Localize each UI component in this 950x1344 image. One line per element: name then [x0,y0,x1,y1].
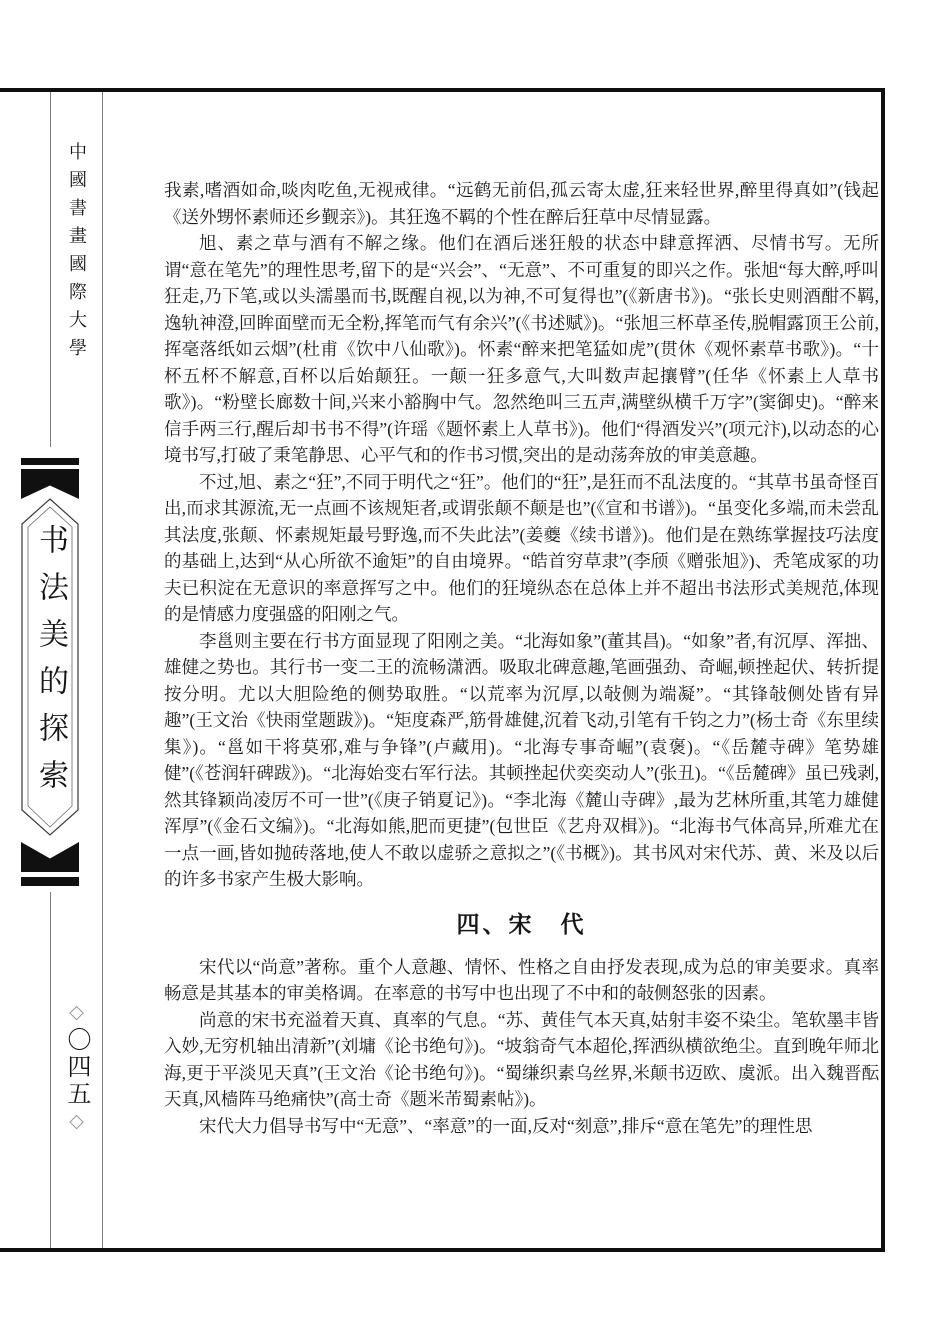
body-paragraph: 宋代以“尚意”著称。重个人意趣、情怀、性格之自由抒发表现,成为总的审美要求。真率畅意是其基本的审美格调。在率意的书写中也出现了不中和的敧侧怒张的因素。 [164,956,879,1003]
frame-top-line [0,88,885,92]
body-paragraph: 宋代大力倡导书写中“无意”、“率意”的一面,反对“刻意”,排斥“意在笔先”的理性思 [199,1115,813,1136]
body-paragraph: 不过,旭、素之“狂”,不同于明代之“狂”。他们的“狂”,是狂而不乱法度的。“其草书虽奇怪百出,而求其源流,无一点画不该规矩者,或谓张颠不颠是也”(《宣和书谱》)。“虽变化多端,而未尝乱其法度,张颠、怀素规矩最号野逸,而不失此法”(姜夔《续书谱》)。他们是在熟练掌握技巧法度的基础上,达到“从心所欲不逾矩”的自由境界。“皓首穷草隶”(李颀《赠张旭》)、秃笔成冢的功夫已积淀在无意识的率意挥写之中。他们的狂境纵态在总体上并不超出书法形式美规范,体现的是情感力度强盛的阳刚之气。 [164,471,879,624]
main-text-column [164,177,879,1139]
section-heading: 四、宋 代 [456,911,587,937]
diamond-icon: ◇ [69,1002,84,1023]
frame-right-line [881,88,885,1252]
folio [50,1002,103,1133]
ornament-top-pennant [21,469,79,499]
body-paragraph: 旭、素之草与酒有不解之缘。他们在酒后迷狂般的状态中肆意挥洒、尽情书写。无所谓“意在笔先”的理性思考,留下的是“兴会”、“无意”、不可重复的即兴之作。张旭“每大醉,呼叫狂走,乃下笔,或以头濡墨而书,既醒自视,以为神,不可复得也”(《新唐书》)。“张长史则酒酣不羁,逸轨神澄,回眸面壁而无全粉,挥笔而气有余兴”(《书述赋》)。“张旭三杯草圣传,脱帽露顶王公前,挥毫落纸如云烟”(杜甫《饮中八仙歌》)。怀素“醉来把笔猛如虎”(贯休《观怀素草书歌》)。“十杯五杯不解意,百杯以后始颠狂。一颠一狂多意气,大叫数声起攘臂”(任华《怀素上人草书歌》)。“粉壁长廊数十间,兴来小豁胸中气。忽然绝叫三五声,满壁纵横千万字”(窦御史)。“醉来信手两三行,醒后却书书不得”(许瑶《题怀素上人草书》)。他们“得酒发兴”(项元汴),以动态的心境书写,打破了秉笔静思、心平气和的作书习惯,突出的是动荡奔放的审美意趣。 [164,233,879,465]
sidebar-rule-left-upper [50,92,51,447]
body-paragraph: 我素,嗜酒如命,啖肉吃鱼,无视戒律。“远鹤无前侣,孤云寄太虚,狂来轻世界,醉里得真如”(钱起《送外甥怀素师还乡觐亲》)。其狂逸不羁的个性在醉后狂草中尽情显露。 [164,180,879,227]
body-paragraph: 李邕则主要在行书方面显现了阳刚之美。“北海如象”(董其昌)。“如象”者,有沉厚、浑拙、雄健之势也。其行书一变二王的流畅潇洒。吸取北碑意趣,笔画强劲、奇崛,顿挫起伏、转折提按分明。尤以大胆险绝的侧势取胜。“以荒率为沉厚,以敧侧为端凝”。“其锋敧侧处皆有异趣”(王文治《快雨堂题跋》)。“矩度森严,筋骨雄健,沉着飞动,引笔有千钧之力”(杨士奇《东里续集》)。“邕如干将莫邪,难与争锋”(卢藏用)。“北海专事奇崛”(袁褒)。“《岳麓寺碑》笔势雄健”(《苍润轩碑跋》)。“北海始变右军行法。其顿挫起伏奕奕动人”(张丑)。“《岳麓碑》虽已残剥,然其锋颖尚凌厉不可一世”(《庚子销夏记》)。“李北海《麓山寺碑》,最为艺林所重,其笔力雄健浑厚”(《金石文编》)。“北海如熊,肥而更捷”(包世臣《艺舟双楫》)。“北海书气体高异,所难尤在一点一画,皆如抛砖落地,使人不敢以虚骄之意拟之”(《书概》)。其书风对宋代苏、黄、米及以后的许多书家产生极大影响。 [164,630,880,889]
book-title-vertical-text: 书法美的探索 [34,524,67,806]
ornament-bottom-pennant [21,842,79,872]
diamond-icon: ◇ [69,1111,84,1132]
frame-bottom-line [0,1248,885,1252]
book-title-cartouche [21,498,79,836]
page-number: 〇四五 [63,1027,89,1108]
institution-vertical-text: 中國書畫國際大學 [67,142,87,366]
ornament-bottom-bar [21,877,79,886]
book-title-ornament [21,458,79,886]
body-paragraph: 尚意的宋书充溢着天真、真率的气息。“苏、黄佳气本天真,姑射丰姿不染尘。笔软墨丰皆入妙,无穷机轴出清新”(刘墉《论书绝句》)。“坡翁奇气本超伦,挥洒纵横欲绝尘。直到晚年师北海,更于平淡见天真”(王文治《论书绝句》)。“蜀缣织素乌丝界,米颠书迈欧、虞派。出入魏晋酝天真,风樯阵马绝痛快”(高士奇《题米芾蜀素帖》)。 [164,1009,879,1109]
ornament-top-bar [21,458,79,465]
